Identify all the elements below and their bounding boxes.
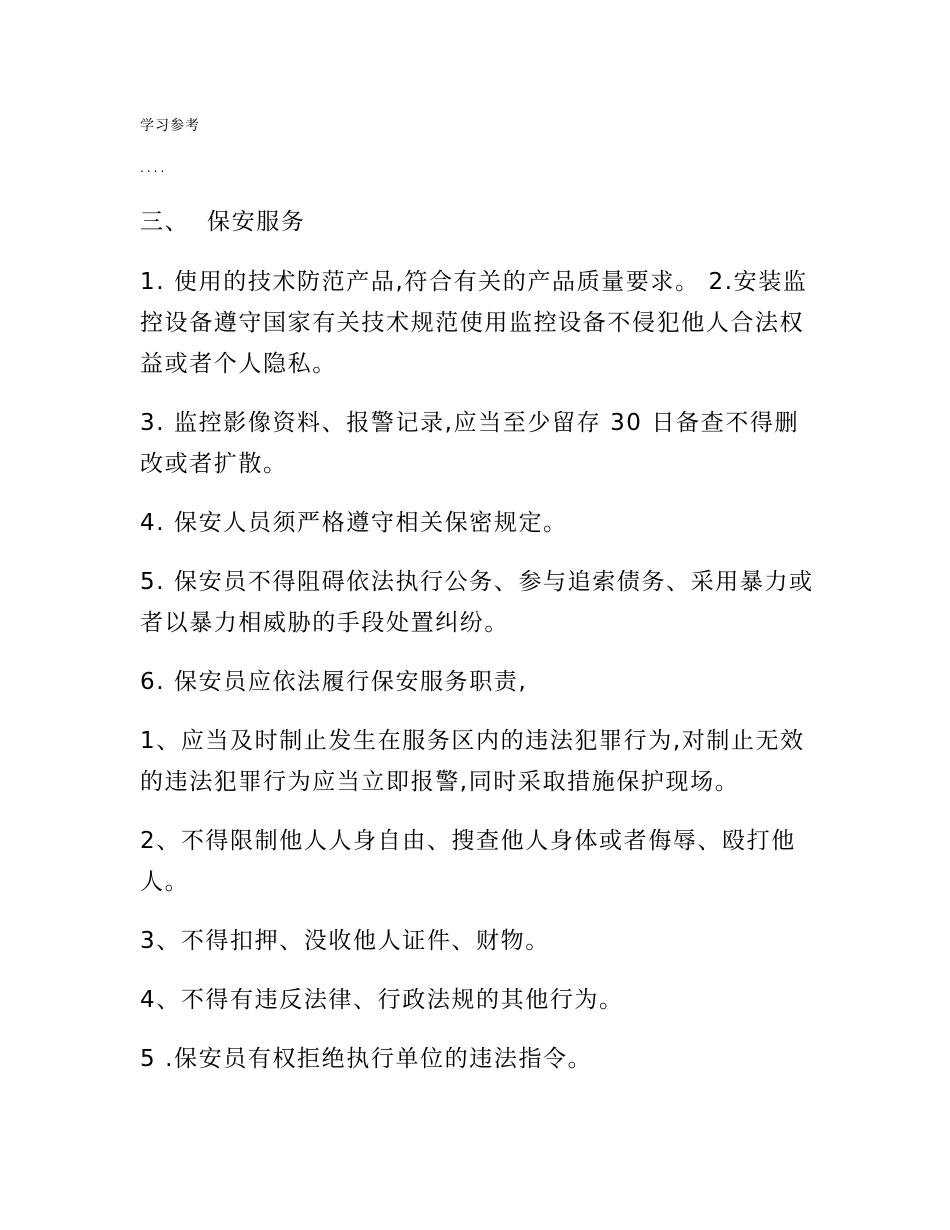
paragraph-7: 2、不得限制他人人身自由、搜查他人身体或者侮辱、殴打他人。 [140, 828, 796, 895]
paragraph-9: 4、不得有违反法律、行政法规的其他行为。 [140, 987, 624, 1013]
paragraph-4: 5. 保安员不得阻碍依法执行公务、参与追索债务、采用暴力或者以暴力相威胁的手段处置纠纷。 [140, 569, 814, 636]
paragraph-1: 1. 使用的技术防范产品,符合有关的产品质量要求。 2.安装监控设备遵守国家有关技术规范使用监控设备不侵犯他人合法权益或者个人隐私。 [140, 269, 808, 377]
paragraph-10: 5 .保安员有权拒绝执行单位的违法指令。 [140, 1046, 593, 1072]
document-body [140, 202, 820, 1098]
paragraph-5: 6. 保安员应依法履行保安服务职责, [140, 669, 528, 695]
section-title: 三、 保安服务 [140, 209, 306, 235]
header-dots: .... [140, 161, 168, 175]
paragraph-2: 3. 监控影像资料、报警记录,应当至少留存 30 日备查不得删改或者扩散。 [140, 410, 800, 477]
paragraph-3: 4. 保安人员须严格遵守相关保密规定。 [140, 510, 568, 536]
paragraph-6: 1、应当及时制止发生在服务区内的违法犯罪行为,对制止无效的违法犯罪行为应当立即报警,同时采取措施保护现场。 [140, 728, 805, 795]
header-label: 学习参考 [140, 118, 200, 134]
paragraph-8: 3、不得扣押、没收他人证件、财物。 [140, 928, 550, 954]
